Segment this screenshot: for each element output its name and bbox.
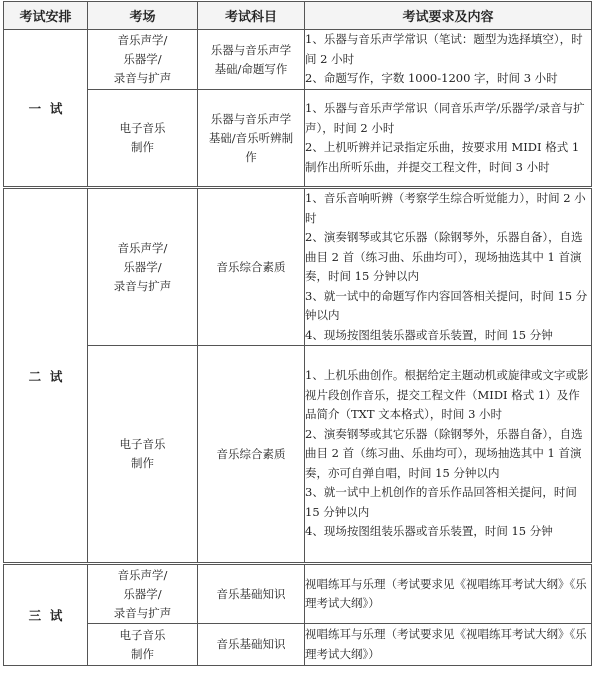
subject-cell: 乐器与音乐声学 基础/命题写作 (198, 30, 305, 90)
table-row (4, 624, 592, 666)
venue-cell: 电子音乐 制作 (88, 624, 198, 666)
requirement-line: 1、乐器与音乐声学常识（同音乐声学/乐器学/录音与扩声），时间 2 小时 (305, 101, 585, 135)
venue-cell: 电子音乐 制作 (88, 346, 198, 564)
table-row (4, 346, 592, 564)
requirement-line: 3、就一试中的命题写作内容回答相关提问，时间 15 分钟以内 (305, 288, 588, 322)
venue-cell: 音乐声学/ 乐器学/ 录音与扩声 (88, 30, 198, 90)
requirements-cell (305, 30, 592, 90)
subject-cell: 音乐综合素质 (198, 346, 305, 564)
table-row (4, 564, 592, 624)
round-label-third: 三 试 (4, 564, 88, 666)
requirement-line: 4、现场按图组装乐器或音乐装置，时间 15 分钟 (305, 327, 553, 342)
requirements-cell (305, 346, 592, 564)
requirement-line: 2、演奏钢琴或其它乐器（除钢琴外，乐器自备），自选曲目 2 首（练习曲、乐曲均可），现场抽选其中 1 首演奏，亦可自弹自唱，时间 15 分钟以内 (305, 426, 583, 480)
subject-cell: 音乐基础知识 (198, 564, 305, 624)
subject-cell: 乐器与音乐声学 基础/音乐听辨制 作 (198, 90, 305, 188)
subject-cell: 音乐综合素质 (198, 188, 305, 346)
round-label-second: 二 试 (4, 188, 88, 564)
venue-cell: 音乐声学/ 乐器学/ 录音与扩声 (88, 188, 198, 346)
requirement-line: 1、上机乐曲创作。根据给定主题动机或旋律或文字或影视片段创作音乐，提交工程文件（MIDI 格式 1）及作品简介（TXT 文本格式），时间 3 小时 (305, 368, 589, 422)
header-requirements: 考试要求及内容 (305, 2, 592, 30)
requirement-line: 视唱练耳与乐理（考试要求见《视唱练耳考试大纲》《乐理考试大纲》） (305, 576, 587, 610)
header-venue: 考场 (88, 2, 198, 30)
header-row (4, 2, 592, 30)
requirement-line: 2、上机听辨并记录指定乐曲，按要求用 MIDI 格式 1 制作出所听乐曲，并提交工程文件，时间 3 小时 (305, 140, 580, 174)
requirements-cell (305, 624, 592, 666)
header-round: 考试安排 (4, 2, 88, 30)
requirements-cell (305, 90, 592, 188)
round-label-first: 一 试 (4, 30, 88, 188)
requirement-line: 4、现场按图组装乐器或音乐装置，时间 15 分钟 (305, 524, 553, 539)
requirement-line: 3、就一试中上机创作的音乐作品回答相关提问，时间 15 分钟以内 (305, 485, 577, 519)
header-subject: 考试科目 (198, 2, 305, 30)
table-row (4, 30, 592, 90)
table-row (4, 188, 592, 346)
table-row (4, 90, 592, 188)
requirements-cell (305, 188, 592, 346)
requirement-line: 1、乐器与音乐声学常识（笔试：题型为选择填空），时间 2 小时 (305, 32, 583, 66)
subject-cell: 音乐基础知识 (198, 624, 305, 666)
venue-cell: 电子音乐 制作 (88, 90, 198, 188)
requirement-line: 视唱练耳与乐理（考试要求见《视唱练耳考试大纲》《乐理考试大纲》） (305, 627, 587, 661)
requirement-line: 2、演奏钢琴或其它乐器（除钢琴外，乐器自备），自选曲目 2 首（练习曲、乐曲均可），现场抽选其中 1 首演奏，时间 15 分钟以内 (305, 230, 583, 283)
requirement-line: 2、命题写作，字数 1000-1200 字，时间 3 小时 (305, 71, 558, 86)
venue-cell: 音乐声学/ 乐器学/ 录音与扩声 (88, 564, 198, 624)
requirement-line: 1、音乐音响听辨（考察学生综合听觉能力），时间 2 小时 (305, 191, 586, 225)
exam-schedule-table (3, 1, 592, 666)
requirements-cell (305, 564, 592, 624)
